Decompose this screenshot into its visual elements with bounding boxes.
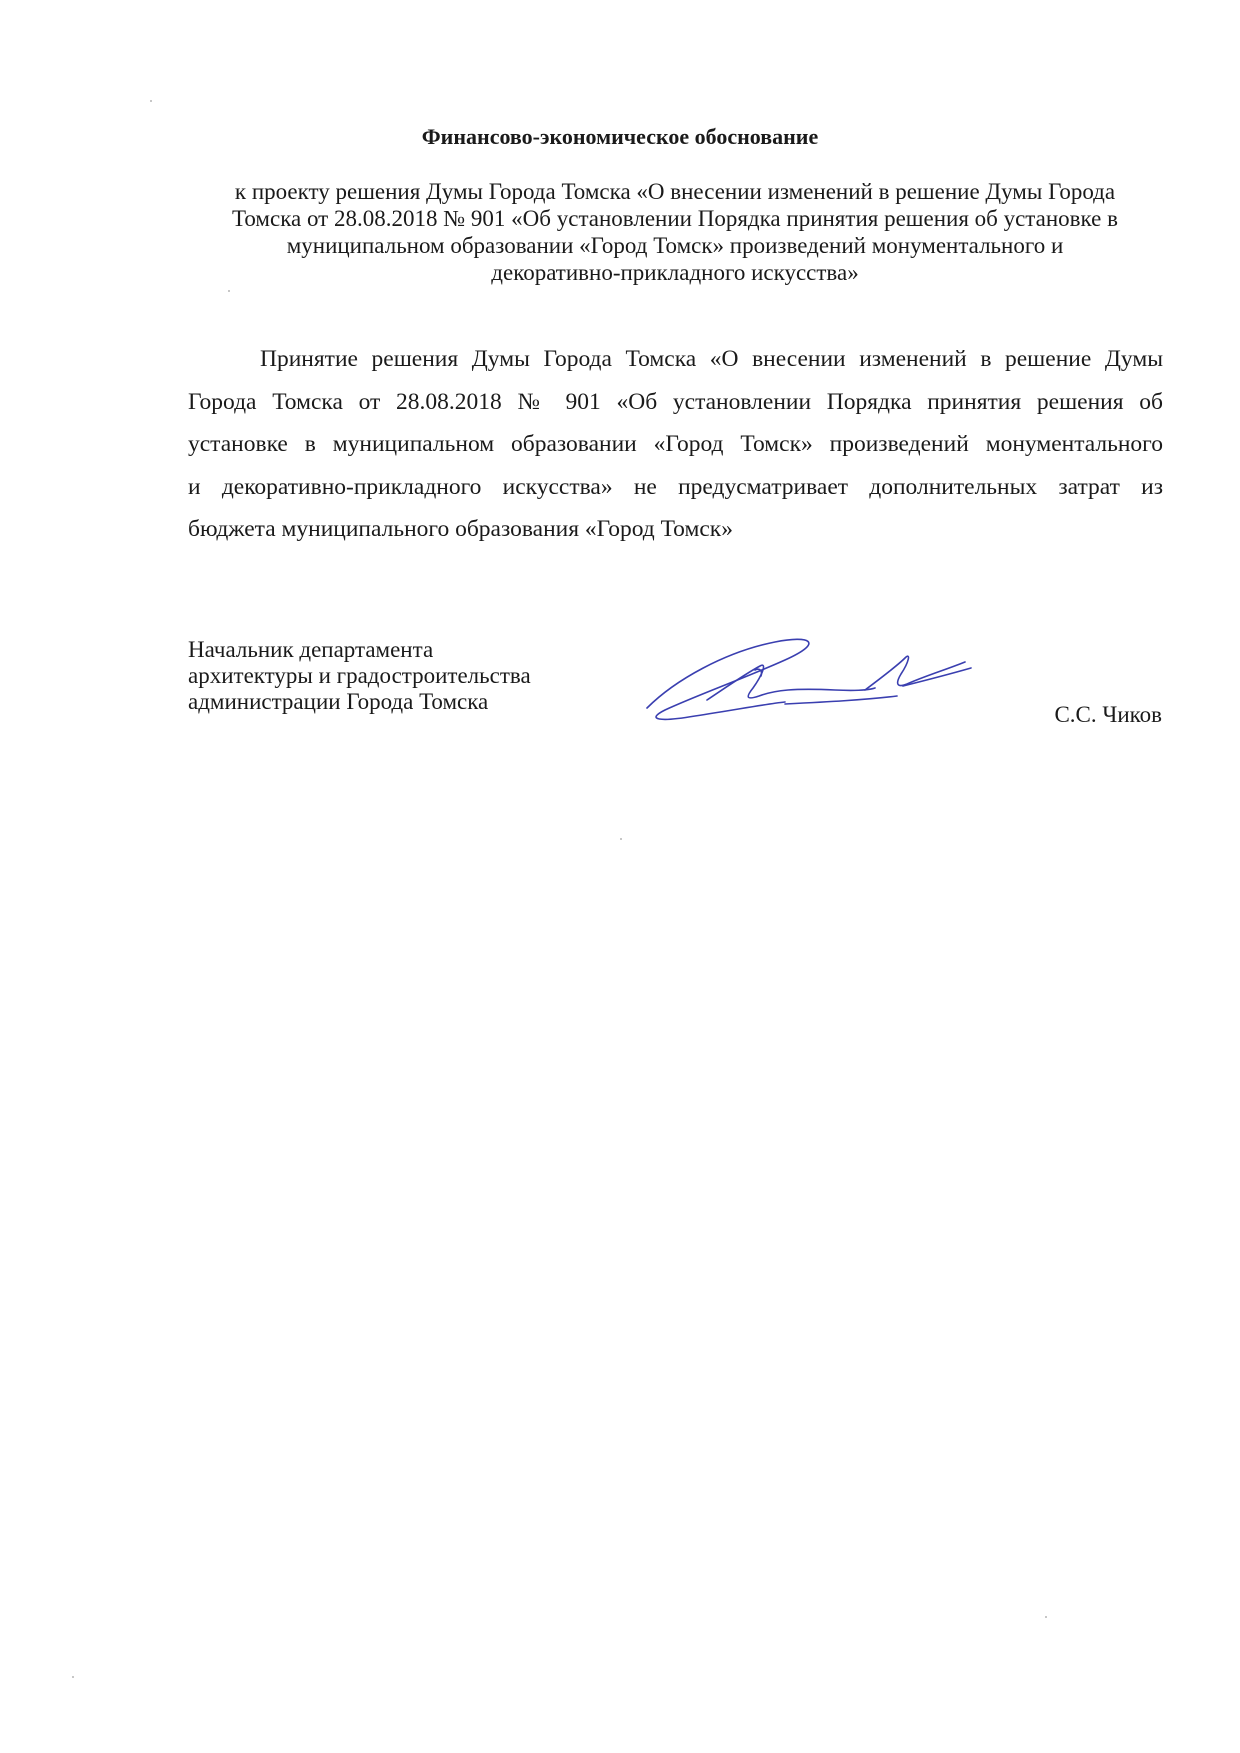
document-subject <box>190 178 1160 286</box>
signer-name: С.С. Чиков <box>1054 702 1162 727</box>
body-line: установке в муниципальном образовании «Город Томск» произведений монументального <box>188 431 1163 457</box>
subject-line: муниципальном образовании «Город Томск» произведений монументального и <box>286 233 1064 258</box>
scan-speck <box>150 100 152 102</box>
scan-speck <box>1045 1616 1047 1618</box>
scan-speck <box>620 838 622 840</box>
body-line: Города Томска от 28.08.2018 № 901 «Об установлении Порядка принятия решения об <box>188 388 1163 415</box>
signer-position <box>188 637 531 715</box>
subject-line: декоративно-прикладного искусства» <box>491 260 859 285</box>
document-title: Финансово-экономическое обоснование <box>421 124 819 149</box>
body-line: и декоративно-прикладного искусства» не предусматривает дополнительных затрат из <box>188 473 1163 500</box>
handwritten-signature <box>635 630 975 730</box>
subject-line: к проекту решения Думы Города Томска «О внесении изменений в решение Думы Города <box>234 179 1116 204</box>
subject-line: Томска от 28.08.2018 № 901 «Об установлении Порядка принятия решения об установке в <box>232 206 1118 231</box>
scan-speck <box>228 290 230 292</box>
signer-position-line: архитектуры и градостроительства <box>188 663 531 688</box>
body-line: Принятие решения Думы Города Томска «О внесении изменений в решение Думы <box>260 346 1163 372</box>
signer-position-line: администрации Города Томска <box>188 689 489 714</box>
scan-speck <box>72 1676 74 1678</box>
document-body-paragraph <box>188 338 1163 551</box>
signer-position-line: Начальник департамента <box>188 637 434 662</box>
body-line: бюджета муниципального образования «Город Томск» <box>188 516 733 542</box>
